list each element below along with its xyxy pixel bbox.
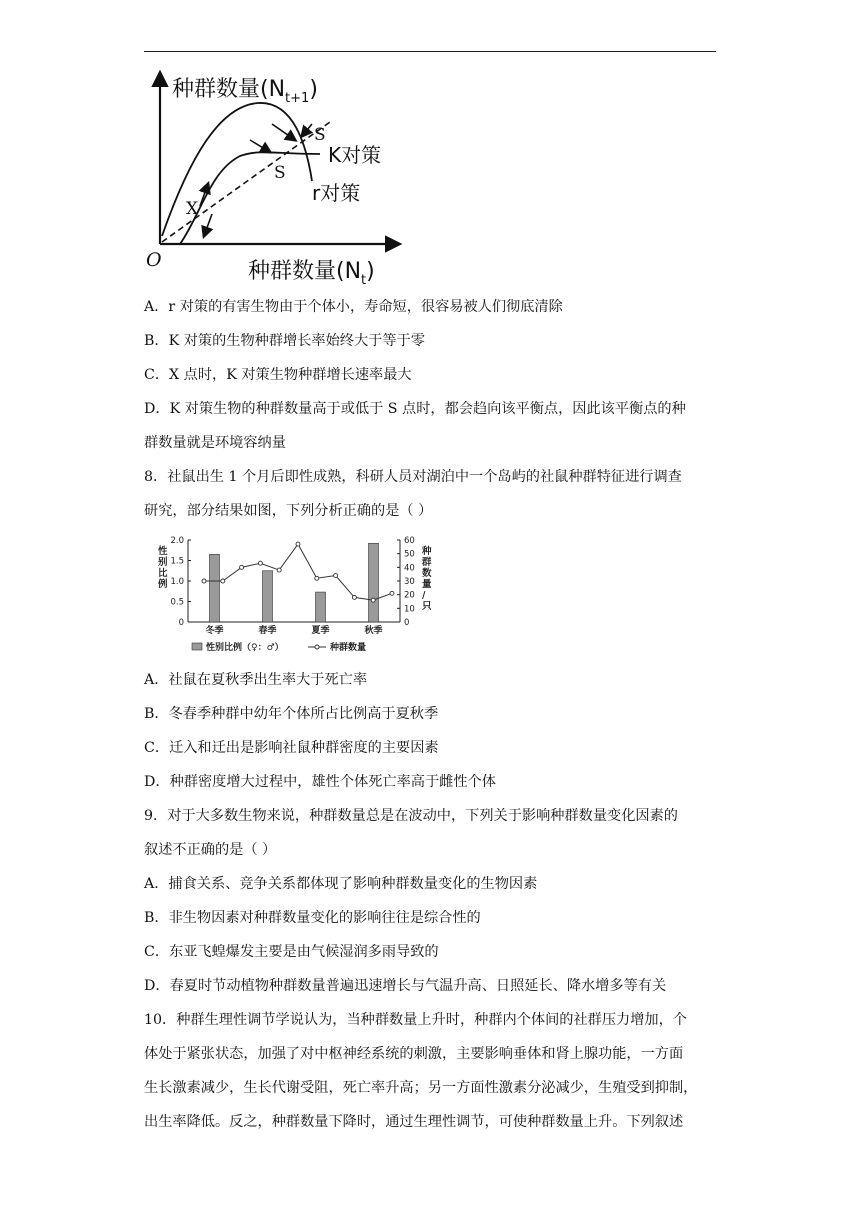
q9-option-a: A．捕食关系、竞争关系都体现了影响种群数量变化的生物因素	[144, 876, 538, 892]
population-point	[352, 595, 356, 599]
population-point	[258, 561, 262, 565]
right-tick-label: 50	[404, 549, 415, 560]
r-strategy-label: r对策	[312, 181, 361, 205]
right-axis-label-char: 量	[422, 579, 432, 590]
population-line	[204, 544, 392, 600]
right-tick-label: 60	[404, 536, 415, 546]
x-axis-label: 种群数量$(N_t)$	[248, 259, 375, 286]
strategy-curve-figure	[140, 66, 420, 286]
right-axis-label-char: /	[422, 590, 426, 601]
right-axis-label-char: 群	[422, 557, 432, 568]
q8-option-a: A．社鼠在夏秋季出生率大于死亡率	[144, 672, 368, 688]
category-label: 冬季	[205, 626, 224, 636]
sex-ratio-bar	[369, 543, 379, 622]
right-axis-label-char: 数	[422, 568, 432, 579]
right-axis-label-char: 只	[422, 601, 432, 612]
left-axis-label-char: 比	[158, 568, 168, 579]
right-tick-label: 10	[404, 604, 415, 615]
k-strategy-curve	[180, 152, 320, 244]
left-axis-label-char: 性	[158, 546, 168, 557]
q9-option-b: B．非生物因素对种群数量变化的影响往往是综合性的	[144, 910, 481, 926]
q7-option-b: B．K 对策的生物种群增长率始终大于等于零	[144, 333, 425, 349]
q8-stem-line1: 8．社鼠出生 1 个月后即性成熟，科研人员对湖泊中一个岛屿的社鼠种群特征进行调查	[144, 469, 682, 485]
header-rule	[144, 51, 716, 52]
y-axis-label: 种群数量$(N_{t+1})$	[172, 77, 318, 106]
category-label: 春季	[258, 626, 277, 636]
equilibrium-dashed-line	[162, 122, 330, 242]
right-tick-label: 20	[404, 590, 415, 601]
origin-label: O	[146, 249, 162, 271]
q9-stem-line2: 叙述不正确的是（ ）	[144, 842, 277, 858]
q8-option-b: B．冬春季种群中幼年个体所占比例高于夏秋季	[144, 706, 439, 722]
legend-line-marker	[315, 645, 319, 649]
population-point	[315, 576, 319, 580]
left-tick-label: 1.5	[170, 556, 184, 567]
right-axis-label-char: 种	[422, 546, 432, 557]
category-label: 秋季	[364, 626, 383, 636]
population-point	[371, 598, 375, 602]
arrow-icon	[250, 140, 270, 152]
left-axis-label-char: 例	[158, 579, 168, 590]
left-tick-label: 2.0	[170, 536, 184, 546]
q8-option-c: C．迁入和迁出是影响社鼠种群密度的主要因素	[144, 740, 439, 756]
population-point	[240, 565, 244, 569]
left-tick-label: 0.5	[170, 597, 184, 608]
population-point	[334, 574, 338, 578]
left-tick-label: 1.0	[170, 577, 184, 587]
right-tick-label: 30	[404, 577, 415, 587]
arrow-icon	[272, 124, 295, 140]
legend-bar-label: 性别比例（♀：♂）	[206, 643, 284, 653]
left-tick-label: 0	[178, 618, 184, 628]
q9-option-d: D．春夏时节动植物种群数量普遍迅速增长与气温升高、日照延长、降水增多等有关	[144, 978, 667, 994]
legend-line-label: 种群数量	[330, 643, 367, 653]
q9-option-c: C．东亚飞蝗爆发主要是由气候湿润多雨导致的	[144, 944, 439, 960]
sex-ratio-bar	[316, 592, 326, 622]
x-point-label: X	[186, 199, 199, 219]
q7-option-a: A．r 对策的有害生物由于个体小，寿命短，很容易被人们彻底清除	[144, 299, 563, 315]
category-label: 夏季	[311, 626, 330, 636]
q8-stem-line2: 研究，部分结果如图，下列分析正确的是（ ）	[144, 503, 433, 519]
q9-stem-line1: 9．对于大多数生物来说，种群数量总是在波动中，下列关于影响种群数量变化因素的	[144, 808, 678, 824]
population-point	[202, 579, 206, 583]
q10-stem-line2: 体处于紧张状态，加强了对中枢神经系统的刺激，主要影响垂体和肾上腺功能，一方面	[144, 1046, 684, 1062]
sex-ratio-bar	[263, 571, 273, 622]
q10-stem-line4: 出生率降低。反之，种群数量下降时，通过生理性调节，可使种群数量上升。下列叙述	[144, 1114, 684, 1130]
sex-ratio-bar	[210, 554, 220, 622]
s-upper-label: S	[314, 125, 326, 145]
arrow-icon	[302, 124, 312, 136]
q7-option-d-cont: 群数量就是环境容纳量	[144, 435, 286, 451]
s-lower-label: S	[274, 163, 286, 183]
right-tick-label: 40	[404, 563, 415, 574]
q8-option-d: D．种群密度增大过程中，雄性个体死亡率高于雌性个体	[144, 774, 496, 790]
q7-option-c: C．X 点时，K 对策生物种群增长速率最大	[144, 367, 412, 383]
population-point	[390, 591, 394, 595]
q7-option-d: D．K 对策生物的种群数量高于或低于 S 点时，都会趋向该平衡点，因此该平衡点的种	[144, 401, 686, 417]
population-point	[277, 568, 281, 572]
right-tick-label: 0	[404, 618, 410, 628]
legend-bar-swatch	[192, 643, 202, 650]
arrow-icon	[204, 214, 212, 236]
k-strategy-label: K对策	[328, 143, 382, 167]
mouse-population-chart	[150, 532, 440, 662]
left-axis-label-char: 别	[158, 557, 168, 568]
q10-stem-line3: 生长激素减少，生长代谢受阻，死亡率升高；另一方面性激素分泌减少，生殖受到抑制，	[144, 1080, 698, 1096]
r-strategy-curve	[162, 103, 312, 236]
population-point	[221, 579, 225, 583]
q10-stem-line1: 10．种群生理性调节学说认为，当种群数量上升时，种群内个体间的社群压力增加，个	[144, 1012, 687, 1028]
population-point	[296, 542, 300, 546]
